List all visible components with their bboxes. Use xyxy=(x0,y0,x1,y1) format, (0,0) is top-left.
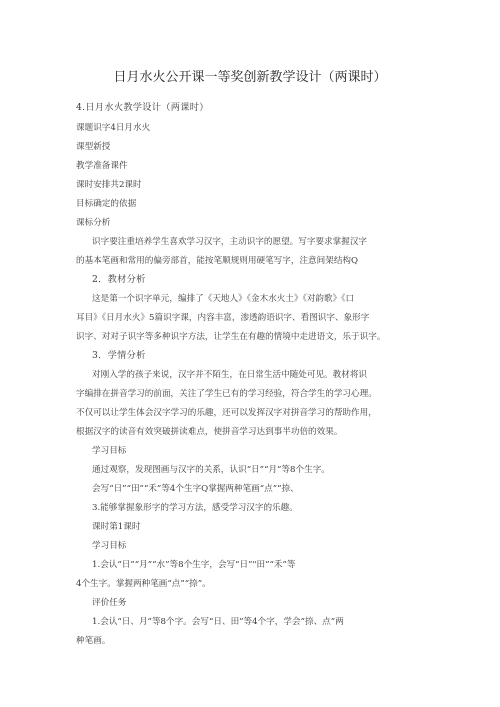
paragraph-line: 4个生字。掌握两种笔画“点”“捺”。 xyxy=(76,579,211,589)
text-line: 学习目标 xyxy=(92,541,127,551)
paragraph-line: 种笔画。 xyxy=(76,636,111,646)
text-line: 课时第1课时 xyxy=(92,522,141,532)
paragraph-line: 1.会认“日”“月”“水”等8个生字，会写“日”"田”“禾”等 xyxy=(92,560,296,570)
section-heading: 3．学情分析 xyxy=(92,350,146,361)
text-line: 教学准备课件 xyxy=(76,161,128,171)
paragraph-line: 根据汉字的读音有效突破拼读难点，使拼音学习达到事半功倍的效果。 xyxy=(76,427,343,437)
paragraph-line: 耳目》《日月水火》5篇识字课，内容丰富，渗透韵语识字、看图识字、象形字 xyxy=(76,313,370,323)
text-line: 课型新授 xyxy=(76,142,111,152)
text-line: 课标分析 xyxy=(76,218,111,228)
paragraph-line: 识字、对对子识字等多种识字方法，让学生在有趣的情境中走进语文，乐于识字。 xyxy=(76,332,386,342)
paragraph-line: 不仅可以让学生体会汉字学习的乐趣，还可以发挥汉字对拼音学习的帮助作用， xyxy=(76,408,377,418)
text-line: 目标确定的依据 xyxy=(76,199,137,209)
paragraph-line: 会写“日”“田”“禾”等4个生字Q掌握两种笔画“点”“捺、 xyxy=(92,484,299,494)
text-line: 课题识字4日月水火 xyxy=(76,123,151,133)
paragraph-line: 1.会认“日、月”等8个字。会写“日、田”等4个字，学会”捺、点”两 xyxy=(92,617,344,627)
text-line: 评价任务 xyxy=(92,598,127,608)
paragraph-line: 3.能够掌握象形字的学习方法，感受学习汉字的乐趣。 xyxy=(92,503,298,513)
paragraph-line: 通过观察，发现图画与汉字的关系，认识“日”“月”等8个生字。 xyxy=(92,465,330,475)
paragraph-line: 对刚入学的孩子来说，汉字并不陌生，在日常生活中随处可见。教材将识 xyxy=(92,370,368,380)
section-heading: 2．教材分析 xyxy=(92,274,146,285)
paragraph-line: 字编排在拼音学习的前面，关注了学生已有的学习经验，符合学生的学习心理。 xyxy=(76,389,377,399)
paragraph-line: 这是第一个识字单元，编排了《天地人》《金木水火土》《对韵歌》《口 xyxy=(92,294,355,304)
section-heading: 4.日月水火教学设计（两课时） xyxy=(76,102,209,113)
paragraph-line: 识字要注重培养学生喜欢学习汉字，主动识字的愿望。写字要求掌握汉字 xyxy=(92,237,368,247)
text-line: 学习目标 xyxy=(92,446,127,456)
paragraph-line: 的基本笔画和常用的偏旁部首，能按笔顺规则用硬笔写字，注意间架结构Q xyxy=(76,256,359,266)
text-line: 课时安排共2课时 xyxy=(76,180,142,190)
document-title: 日月水火公开课一等奖创新教学设计（两课时） xyxy=(113,70,387,85)
